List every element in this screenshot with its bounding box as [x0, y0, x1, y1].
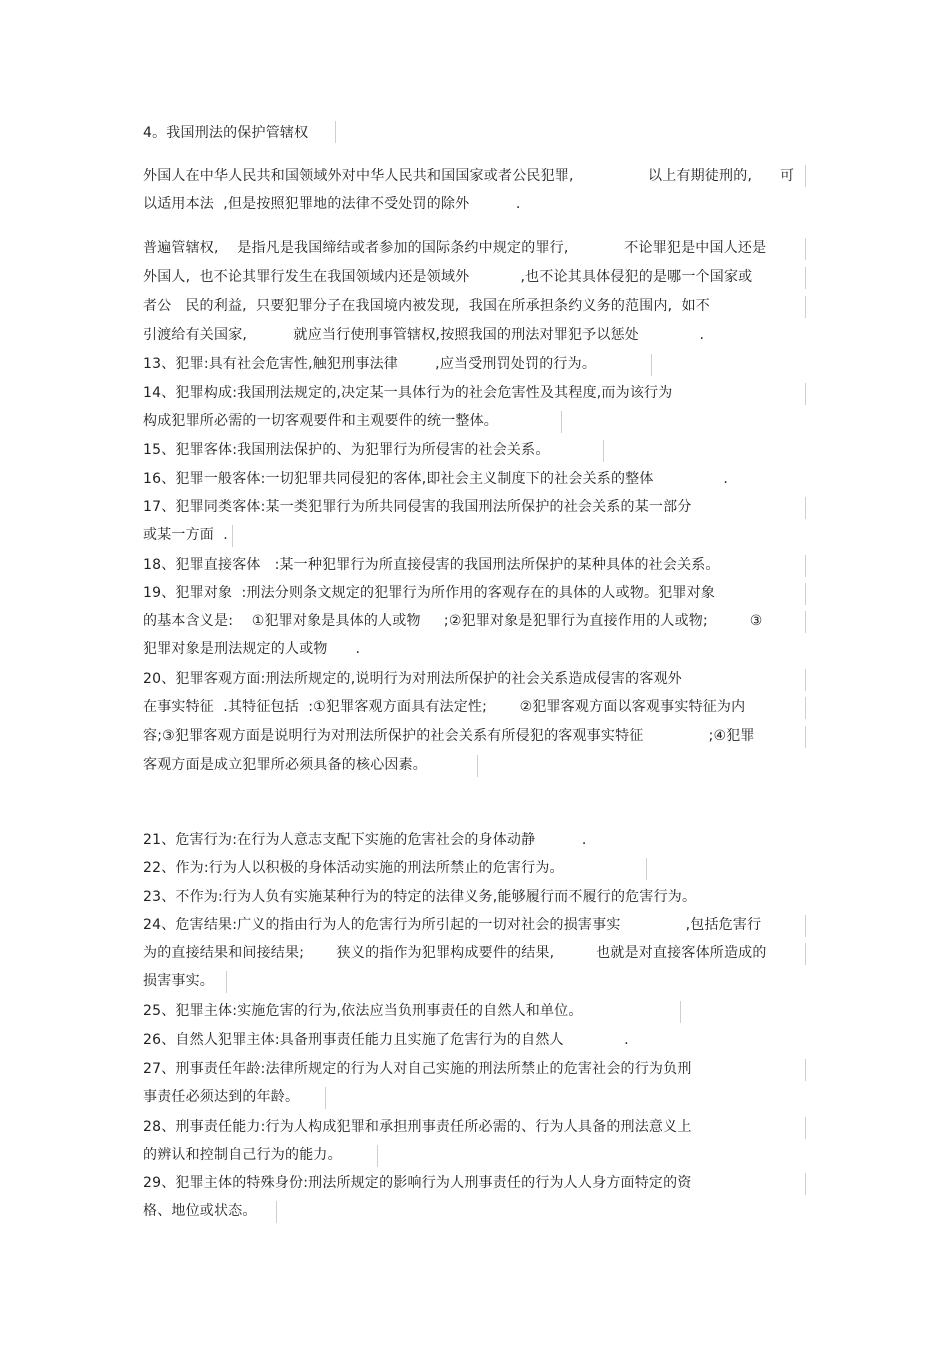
text-line: 28、刑事责任能力:行为人构成犯罪和承担刑事责任所必需的、行为人具备的刑法意义上 [143, 1119, 692, 1135]
divider [805, 555, 806, 577]
divider [805, 915, 806, 937]
divider [232, 525, 233, 547]
divider [805, 238, 806, 260]
text-line: 客观方面是成立犯罪所必须具备的核心因素。 [143, 757, 427, 773]
text-line: 以适用本法 ,但是按照犯罪地的法律不受处罚的除外 . [143, 196, 521, 212]
text-line: 普遍管辖权, 是指凡是我国缔结或者参加的国际条约中规定的罪行, 不论罪犯是中国人还是 [143, 240, 767, 256]
divider [561, 411, 562, 433]
divider [805, 669, 806, 691]
divider [805, 497, 806, 519]
divider [226, 971, 227, 993]
text-line: 外国人, 也不论其罪行发生在我国领域内还是领域外 ,也不论其具体侵犯的是哪一个国家或 [143, 269, 753, 285]
divider [477, 755, 478, 777]
divider [805, 1117, 806, 1139]
divider [646, 858, 647, 880]
divider [805, 583, 806, 605]
text-line: 者公 民的利益, 只要犯罪分子在我国境内被发现, 我国在所承担条约义务的范围内, 如不 [143, 298, 710, 314]
text-line: 14、犯罪构成:我国刑法规定的,决定某一具体行为的社会危害性及其程度,而为该行为 [143, 385, 673, 401]
text-line: 16、犯罪一般客体:一切犯罪共同侵犯的客体,即社会主义制度下的社会关系的整体 . [143, 471, 728, 487]
divider [377, 1145, 378, 1167]
text-line: 22、作为:行为人以积极的身体活动实施的刑法所禁止的危害行为。 [143, 860, 564, 876]
text-line: 格、地位或状态。 [143, 1203, 257, 1219]
divider [805, 726, 806, 748]
text-line: 24、危害结果:广义的指由行为人的危害行为所引起的一切对社会的损害事实 ,包括危害行 [143, 917, 762, 933]
divider [651, 354, 652, 376]
divider [603, 440, 604, 462]
divider [325, 1087, 326, 1109]
text-line: 15、犯罪客体:我国刑法保护的、为犯罪行为所侵害的社会关系。 [143, 442, 550, 458]
divider [276, 1201, 277, 1223]
text-line: 27、刑事责任年龄:法律所规定的行为人对自己实施的刑法所禁止的危害社会的行为负刑 [143, 1061, 692, 1077]
text-line: 13、犯罪:具有社会危害性,触犯刑事法律 ,应当受刑罚处罚的行为。 [143, 356, 597, 372]
text-line: 在事实特征 .其特征包括 :①犯罪客观方面具有法定性; ②犯罪客观方面以客观事实特征为内 [143, 699, 746, 715]
divider [805, 611, 806, 633]
section-heading: 4。我国刑法的保护管辖权 [143, 125, 309, 141]
divider [805, 296, 806, 318]
text-line: 18、犯罪直接客体 :某一种犯罪行为所直接侵害的我国刑法所保护的某种具体的社会关系。 [143, 557, 720, 573]
text-line: 23、不作为:行为人负有实施某种行为的特定的法律义务,能够履行而不履行的危害行为。 [143, 889, 697, 905]
divider [680, 1001, 681, 1023]
text-line: 或某一方面 . [143, 527, 228, 543]
divider [805, 383, 806, 405]
text-line: 损害事实。 [143, 973, 214, 989]
text-line: 构成犯罪所必需的一切客观要件和主观要件的统一整体。 [143, 413, 498, 429]
divider [805, 267, 806, 289]
divider [805, 1173, 806, 1195]
text-line: 引渡给有关国家, 就应当行使刑事管辖权,按照我国的刑法对罪犯予以惩处 . [143, 327, 705, 343]
text-line: 犯罪对象是刑法规定的人或物 . [143, 641, 361, 657]
divider [335, 121, 336, 143]
text-line: 29、犯罪主体的特殊身份:刑法所规定的影响行为人刑事责任的行为人人身方面特定的资 [143, 1175, 692, 1191]
text-line: 20、犯罪客观方面:刑法所规定的,说明行为对刑法所保护的社会关系造成侵害的客观外 [143, 671, 682, 687]
text-line: 的辨认和控制自己行为的能力。 [143, 1147, 342, 1163]
text-line: 的基本含义是: ①犯罪对象是具体的人或物 ;②犯罪对象是犯罪行为直接作用的人或物; ③ [143, 613, 763, 629]
text-line: 19、犯罪对象 :刑法分则条文规定的犯罪行为所作用的客观存在的具体的人或物。犯罪对象 [143, 585, 716, 601]
text-line: 事责任必须达到的年龄。 [143, 1089, 300, 1105]
divider [805, 1059, 806, 1081]
text-line: 26、自然人犯罪主体:具备刑事责任能力且实施了危害行为的自然人 . [143, 1032, 629, 1048]
text-line: 为的直接结果和间接结果; 狭义的指作为犯罪构成要件的结果, 也就是对直接客体所造成的 [143, 945, 767, 961]
text-line: 容;③犯罪客观方面是说明行为对刑法所保护的社会关系有所侵犯的客观事实特征 ;④犯罪 [143, 728, 755, 744]
text-line: 17、犯罪同类客体:某一类犯罪行为所共同侵害的我国刑法所保护的社会关系的某一部分 [143, 499, 692, 515]
text-line: 25、犯罪主体:实施危害的行为,依法应当负刑事责任的自然人和单位。 [143, 1003, 583, 1019]
divider [805, 697, 806, 719]
divider [805, 943, 806, 965]
text-line: 外国人在中华人民共和国领域外对中华人民共和国国家或者公民犯罪, 以上有期徒刑的, 可 [143, 168, 795, 184]
text-line: 21、危害行为:在行为人意志支配下实施的危害社会的身体动静 . [143, 832, 587, 848]
divider [805, 165, 806, 187]
